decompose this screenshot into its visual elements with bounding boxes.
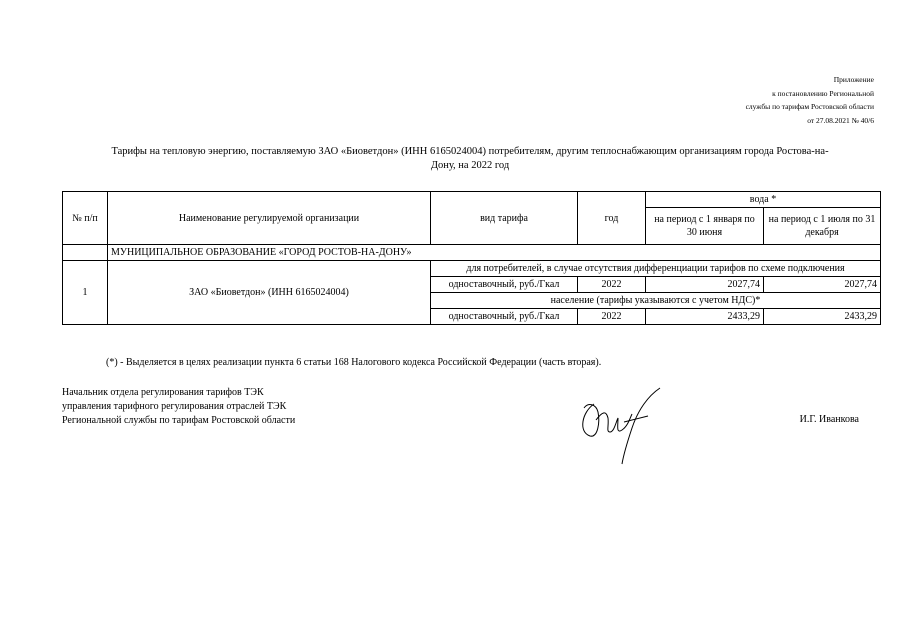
title-line-2: Дону, на 2022 год (430, 160, 510, 171)
municipality-row (63, 245, 881, 261)
appendix-line: от 27.08.2021 № 40/6 (807, 115, 874, 125)
tariff-table (62, 191, 881, 325)
year-cell: 2022 (578, 277, 646, 293)
header-row (63, 192, 881, 208)
header-num: № п/п (63, 192, 108, 245)
signer-name: И.Г. Иванкова (799, 414, 859, 425)
signer-line: управления тарифного регулирования отраслей ТЭК (62, 401, 287, 412)
signer-line: Начальник отдела регулирования тарифов ТЭК (62, 387, 264, 398)
section-caption: для потребителей, в случае отсутствия дифференциации тарифов по схеме подключения (431, 261, 881, 277)
header-tariff-type: вид тарифа (431, 192, 578, 245)
tariff-type-cell: одноставочный, руб./Гкал (431, 277, 578, 293)
year-cell: 2022 (578, 309, 646, 325)
section-caption: население (тарифы указываются с учетом НДС)* (431, 293, 881, 309)
value-cell: 2027,74 (646, 277, 764, 293)
title-line-1: Тарифы на тепловую энергию, поставляемую ЗАО «Биоветдон» (ИНН 6165024004) потребителям, другим теплоснабжающим организациям города Ростова-на- (111, 146, 829, 157)
appendix-line: к постановлению Региональной (772, 88, 874, 98)
appendix-line: службы по тарифам Ростовской области (745, 102, 874, 112)
table-row (63, 261, 881, 277)
tariff-type-cell: одноставочный, руб./Гкал (431, 309, 578, 325)
header-org: Наименование регулируемой организации (108, 192, 431, 245)
municipality-name: МУНИЦИПАЛЬНОЕ ОБРАЗОВАНИЕ «ГОРОД РОСТОВ-НА-ДОНУ» (108, 245, 881, 261)
appendix-line: Приложение (833, 75, 874, 84)
organization-name: ЗАО «Биоветдон» (ИНН 6165024004) (108, 261, 431, 325)
value-cell: 2027,74 (764, 277, 881, 293)
signer-position (62, 386, 295, 428)
header-year: год (578, 192, 646, 245)
signer-line: Региональной службы по тарифам Ростовской области (62, 415, 296, 426)
header-period-2: на период с 1 июля по 31 декабря (764, 208, 881, 245)
footnote: (*) - Выделяется в целях реализации пункта 6 статьи 168 Налогового кодекса Российской Федерации (часть вторая). (106, 357, 602, 368)
header-period-1: на период с 1 января по 30 июня (646, 208, 764, 245)
value-cell: 2433,29 (764, 309, 881, 325)
row-number: 1 (63, 261, 108, 325)
header-group: вода * (646, 192, 881, 208)
handwritten-signature (572, 382, 664, 466)
document-title (55, 145, 885, 173)
value-cell: 2433,29 (646, 309, 764, 325)
empty-cell (63, 245, 108, 261)
appendix-block (746, 73, 874, 127)
